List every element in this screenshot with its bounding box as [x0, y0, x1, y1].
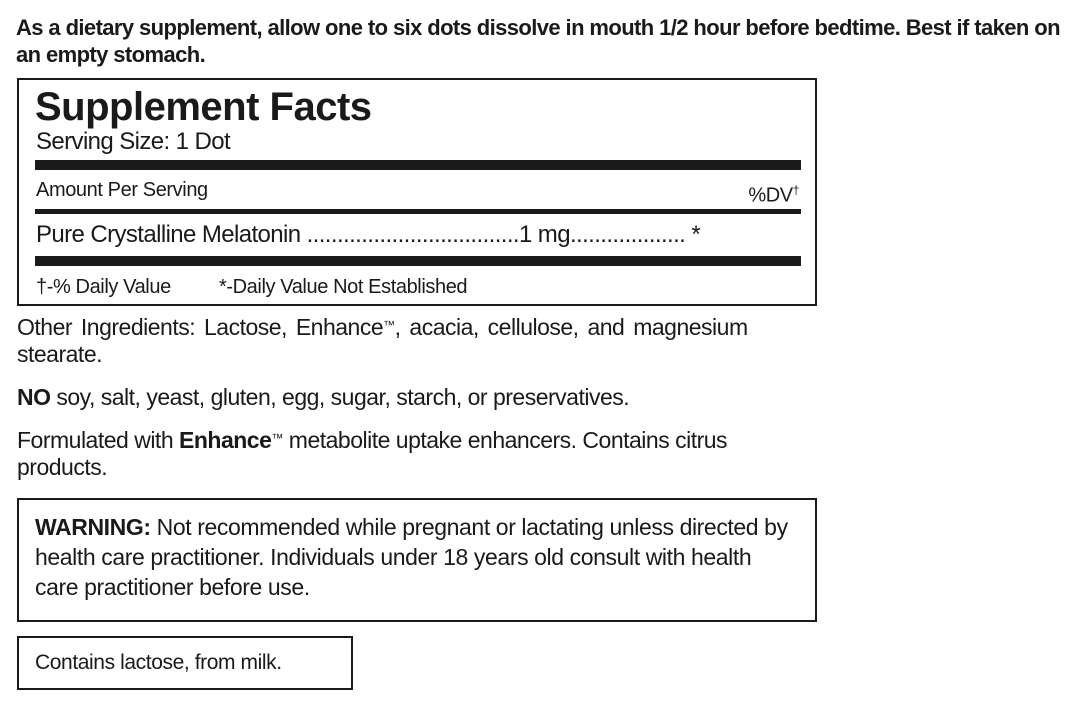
amount-per-serving-label: Amount Per Serving [36, 179, 208, 201]
formulation-prefix: Formulated with [17, 427, 180, 453]
directions-text: As a dietary supplement, allow one to six dots dissolve in mouth 1/2 hour before bedtime. Best if taken on an empty stomach. [16, 15, 1060, 67]
formulation-statement [17, 427, 807, 481]
free-from-emphasis: NO [17, 384, 51, 410]
nutrient-name: Pure Crystalline Melatonin [36, 221, 301, 248]
medium-rule [35, 209, 801, 214]
daily-value-header [748, 178, 799, 208]
panel-title: Supplement Facts [35, 85, 372, 129]
nutrient-amount: 1 mg [518, 221, 570, 248]
serving-size: Serving Size: 1 Dot [36, 128, 231, 155]
other-ingredients-prefix: Other Ingredients: Lactose, Enhance [17, 314, 384, 340]
other-ingredients-suffix: , acacia, cellulose, and magnesium stearate. [17, 314, 748, 367]
warning-text [35, 512, 795, 602]
warning-label: WARNING: [35, 514, 151, 540]
footnote-daily-value: †-% Daily Value [36, 276, 171, 298]
nutrient-row [36, 220, 799, 250]
nutrient-dv: * [685, 221, 701, 248]
dot-leader: ................................... [300, 221, 519, 248]
thick-rule [35, 256, 801, 266]
free-from-list: soy, salt, yeast, gluten, egg, sugar, starch, or preservatives. [50, 384, 630, 410]
dagger-mark: † [792, 183, 799, 197]
formulation-brand: Enhance [179, 427, 272, 453]
dot-leader: ................... [569, 221, 686, 248]
other-ingredients [17, 314, 807, 368]
trademark-mark: ™ [271, 431, 283, 445]
free-from-statement [17, 384, 807, 411]
daily-value-header-label: %DV [748, 184, 793, 207]
allergen-box [17, 636, 353, 690]
thick-rule [35, 160, 801, 170]
trademark-mark: ™ [383, 318, 395, 332]
supplement-facts-panel [17, 78, 817, 306]
allergen-statement: Contains lactose, from milk. [35, 651, 282, 674]
footnote-not-established: *-Daily Value Not Established [219, 276, 468, 298]
warning-body: Not recommended while pregnant or lactating unless directed by health care practitioner. Individuals under 18 years old consult with health care practitioner before use. [35, 514, 788, 600]
formulation-suffix: metabolite uptake enhancers. Contains citrus products. [17, 427, 728, 480]
warning-box [17, 498, 817, 622]
